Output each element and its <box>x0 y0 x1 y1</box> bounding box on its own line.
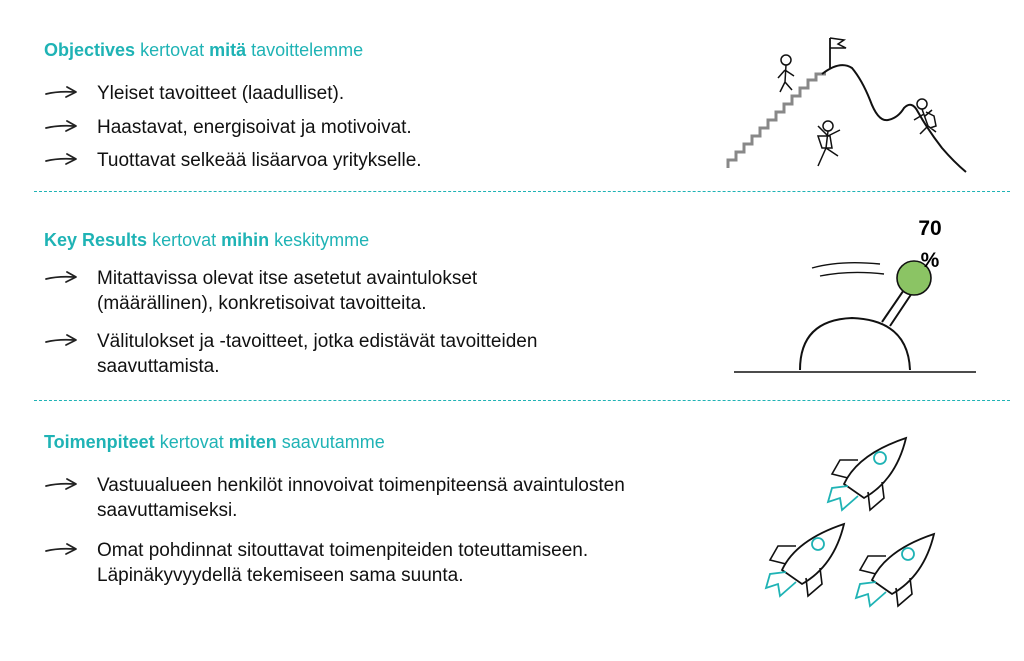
toimenpiteet-heading <box>44 432 385 453</box>
heading-key: mitä <box>209 40 247 60</box>
bullet-item <box>44 329 664 379</box>
section-divider <box>34 400 1010 401</box>
gauge-value <box>910 213 950 277</box>
heading-key: miten <box>228 432 277 452</box>
bullet-item <box>44 473 664 523</box>
heading-term: Objectives <box>44 40 136 60</box>
rocket-icon <box>818 432 918 514</box>
heading-verb: kertovat <box>159 432 224 452</box>
heading-key: mihin <box>221 230 270 250</box>
bullet-text: Yleiset tavoitteet (laadulliset). <box>97 83 345 104</box>
heading-term: Key Results <box>44 230 148 250</box>
objectives-heading <box>44 40 363 61</box>
heading-verb: kertovat <box>140 40 205 60</box>
arrow-right-icon <box>44 269 80 285</box>
bullet-item <box>44 538 664 618</box>
bullet-text: Omat pohdinnat sitouttavat toimenpiteiden toteuttamiseen. Läpinäkyvyydellä tekemiseen sama suunta. <box>97 540 589 586</box>
arrow-right-icon <box>44 476 80 492</box>
rocket-icon <box>756 518 856 600</box>
arrow-right-icon <box>44 541 80 557</box>
rocket-icon <box>846 528 946 610</box>
mountain-climb-icon <box>722 30 972 175</box>
bullet-text: Välitulokset ja -tavoitteet, jotka edistävät tavoitteiden saavuttamista. <box>97 331 538 377</box>
arrow-right-icon <box>44 118 80 134</box>
bullet-text: Mitattavissa olevat itse asetetut avaintulokset (määrällinen), konkretisoivat tavoitteita. <box>97 268 478 314</box>
heading-rest: keskitymme <box>274 230 370 250</box>
arrow-right-icon <box>44 84 80 100</box>
arrow-right-icon <box>44 332 80 348</box>
arrow-right-icon <box>44 151 80 167</box>
heading-term: Toimenpiteet <box>44 432 155 452</box>
bullet-text: Haastavat, energisoivat ja motivoivat. <box>97 117 412 138</box>
gauge-number: 70 <box>918 217 942 240</box>
bullet-text: Tuottavat selkeää lisäarvoa yritykselle. <box>97 150 422 171</box>
section-divider <box>34 191 1010 192</box>
heading-rest: saavutamme <box>281 432 385 452</box>
key-results-heading <box>44 230 369 251</box>
gauge-unit: % <box>920 249 940 272</box>
heading-rest: tavoittelemme <box>251 40 364 60</box>
heading-verb: kertovat <box>152 230 217 250</box>
bullet-text: Vastuualueen henkilöt innovoivat toimenpiteensä avaintulosten saavuttamiseksi. <box>97 475 625 521</box>
bullet-item <box>44 266 664 316</box>
